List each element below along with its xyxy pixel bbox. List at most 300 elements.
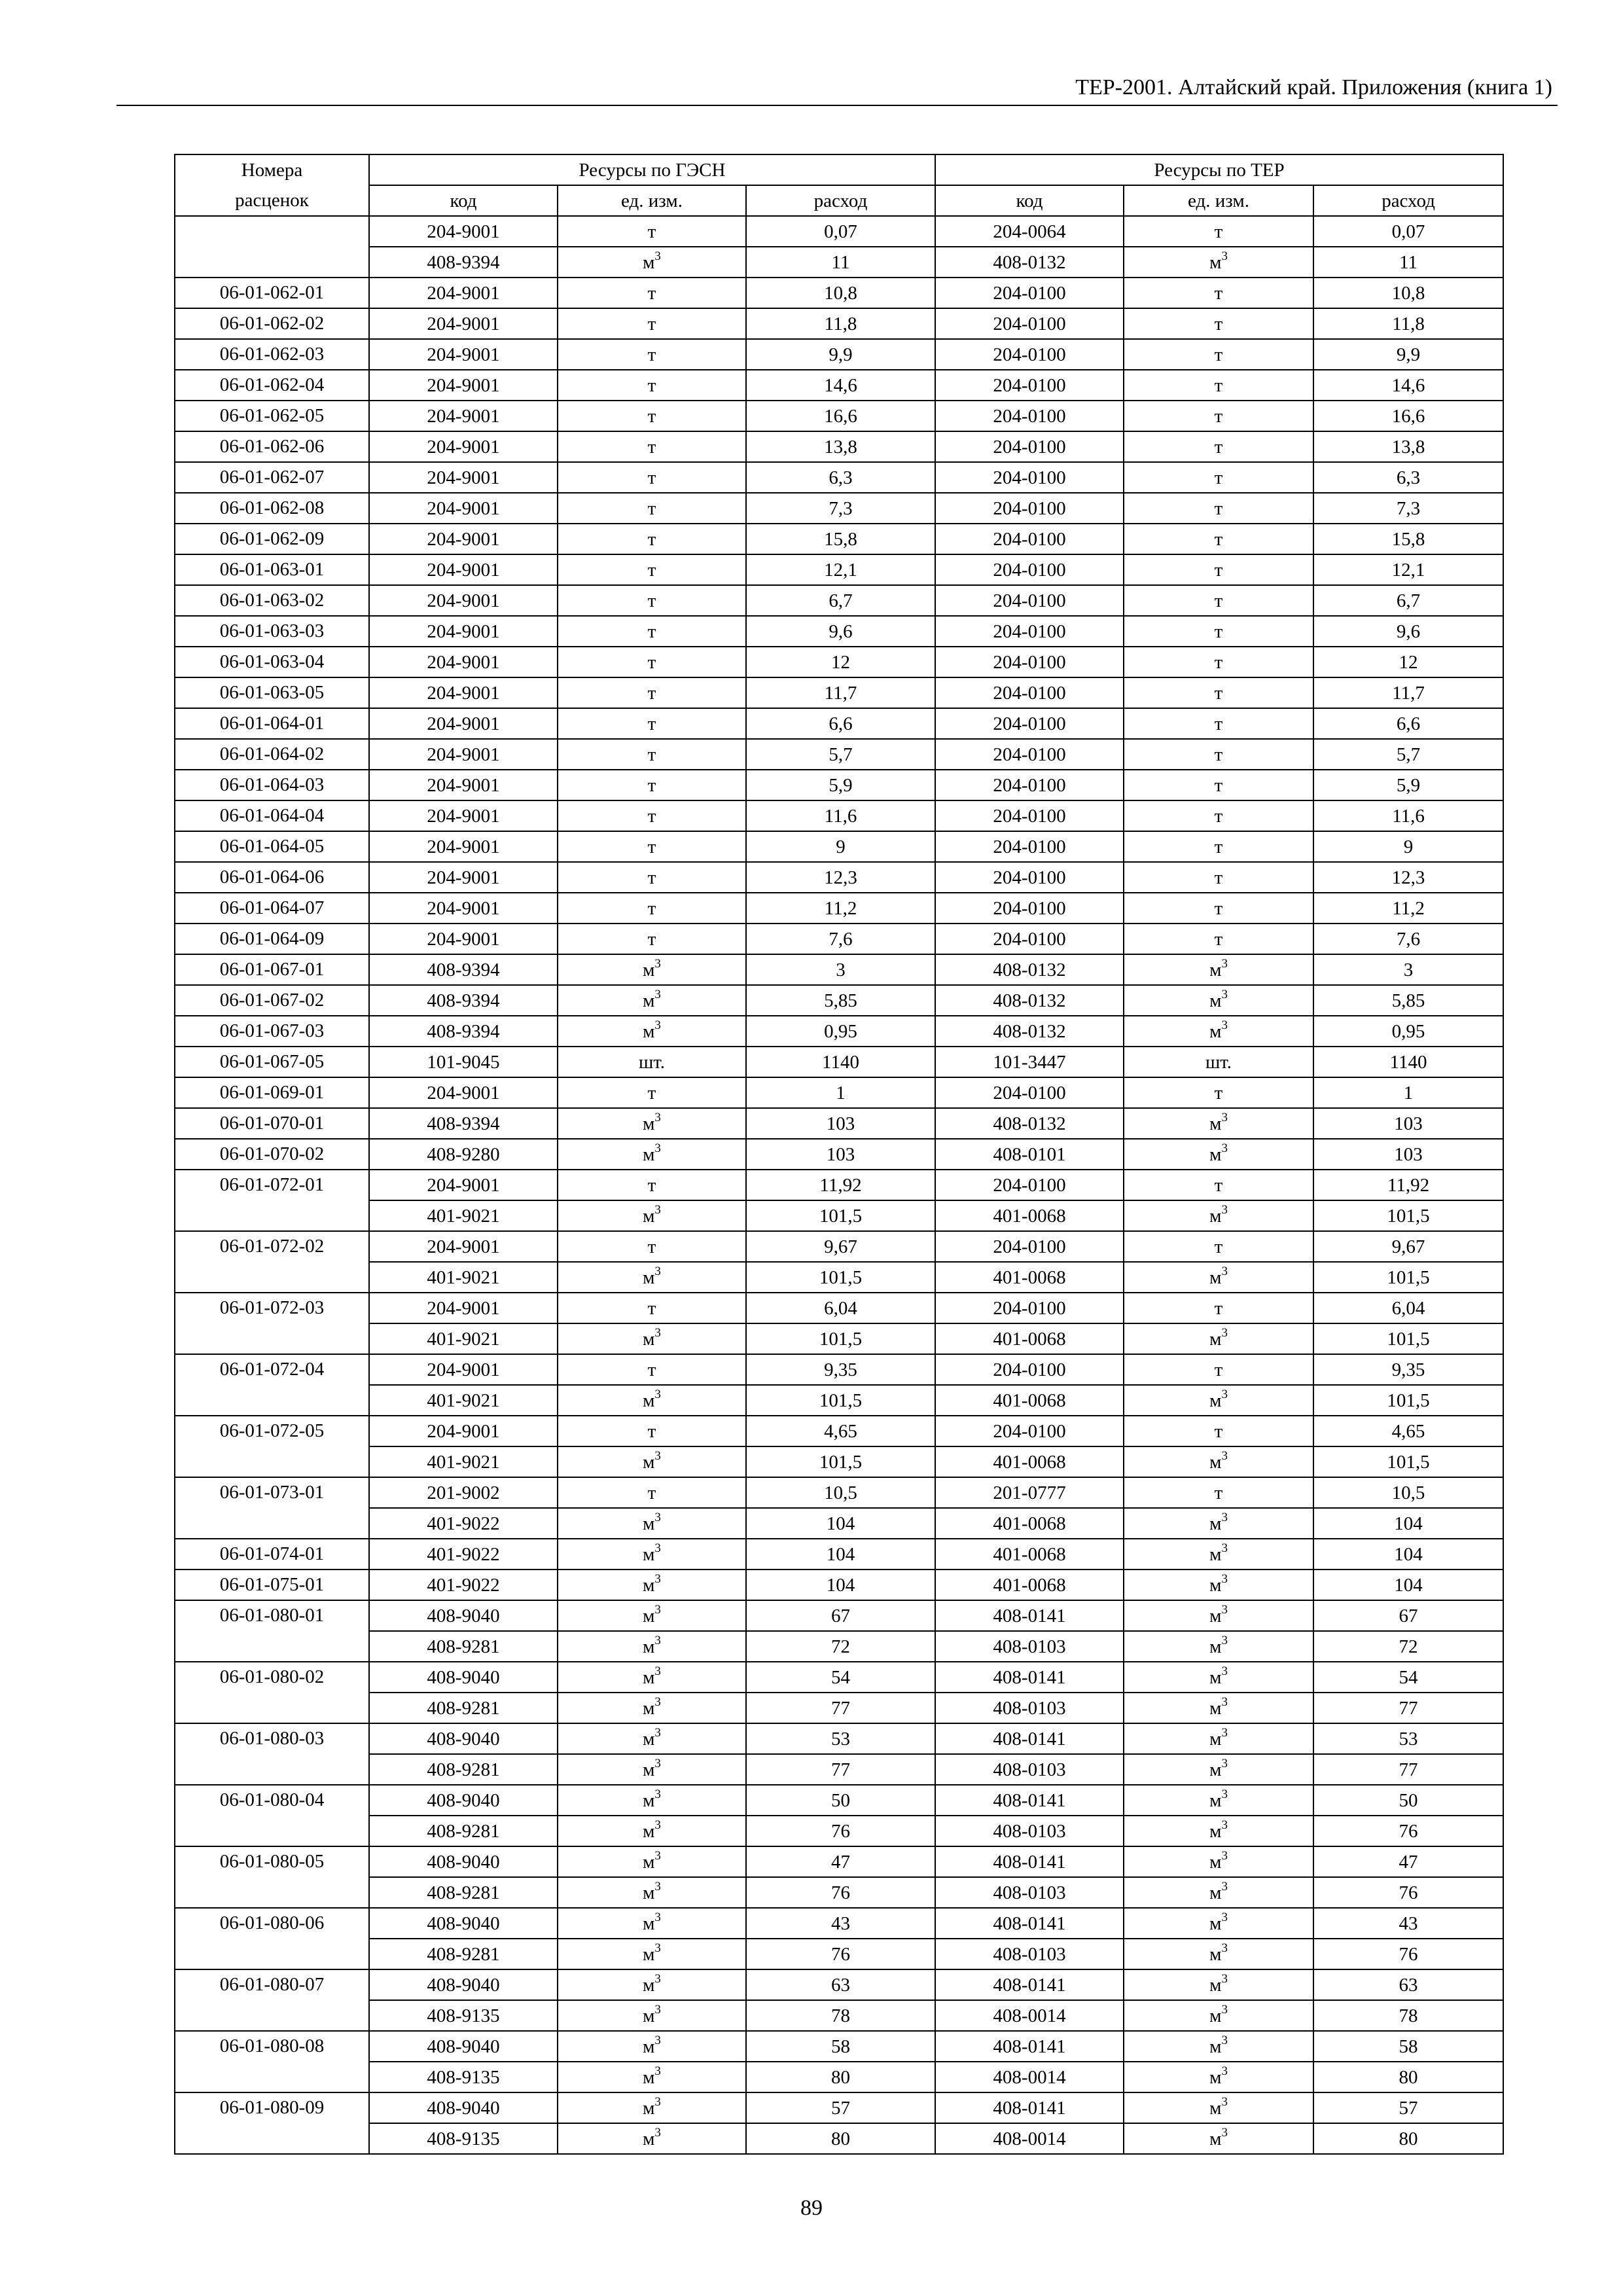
table-row: [175, 1600, 1503, 1631]
ter-unit-cell: $м^3$: [1124, 1908, 1313, 1939]
ter-code-cell: 401-0068: [935, 1385, 1124, 1416]
ter-amount-cell: 9: [1313, 831, 1503, 862]
ter-amount-cell: 5,7: [1313, 739, 1503, 770]
gesn-amount-cell: 9,9: [746, 339, 935, 370]
ter-unit-cell: т: [1124, 493, 1313, 524]
ter-amount-cell: 3: [1313, 954, 1503, 985]
gesn-code-cell: 204-9001: [369, 862, 558, 893]
rate-number-cell: 06-01-062-07: [175, 462, 369, 493]
gesn-code-cell: 204-9001: [369, 893, 558, 924]
gesn-code-cell: 204-9001: [369, 1354, 558, 1385]
gesn-code-cell: 204-9001: [369, 1293, 558, 1323]
header-group-gesn: Ресурсы по ГЭСН: [369, 154, 935, 185]
ter-amount-cell: 14,6: [1313, 370, 1503, 401]
table-row: [175, 1631, 1503, 1662]
ter-amount-cell: 104: [1313, 1539, 1503, 1570]
gesn-code-cell: 204-9001: [369, 370, 558, 401]
ter-amount-cell: 67: [1313, 1600, 1503, 1631]
ter-amount-cell: 50: [1313, 1785, 1503, 1816]
gesn-unit-cell: т: [558, 893, 746, 924]
table-row: [175, 616, 1503, 647]
ter-unit-cell: шт.: [1124, 1047, 1313, 1077]
rate-number-cell: 06-01-074-01: [175, 1539, 369, 1570]
gesn-code-cell: 401-9021: [369, 1200, 558, 1231]
ter-unit-cell: т: [1124, 401, 1313, 431]
gesn-unit-cell: $м^3$: [558, 1508, 746, 1539]
gesn-code-cell: 408-9040: [369, 1723, 558, 1754]
gesn-unit-cell: $м^3$: [558, 1908, 746, 1939]
table-row: [175, 1508, 1503, 1539]
ter-unit-cell: $м^3$: [1124, 1200, 1313, 1231]
ter-unit-cell: т: [1124, 524, 1313, 554]
gesn-code-cell: 408-9394: [369, 1108, 558, 1139]
gesn-unit-cell: т: [558, 1077, 746, 1108]
table-row: [175, 1323, 1503, 1354]
gesn-amount-cell: 9: [746, 831, 935, 862]
gesn-code-cell: 204-9001: [369, 278, 558, 308]
gesn-amount-cell: 76: [746, 1816, 935, 1846]
table-row: [175, 1354, 1503, 1385]
table-row: [175, 800, 1503, 831]
gesn-code-cell: 204-9001: [369, 585, 558, 616]
ter-code-cell: 204-0100: [935, 800, 1124, 831]
table-row: [175, 1200, 1503, 1231]
rate-number-cell: 06-01-080-09: [175, 2092, 369, 2154]
gesn-amount-cell: 12: [746, 647, 935, 677]
ter-amount-cell: 101,5: [1313, 1385, 1503, 1416]
gesn-amount-cell: 4,65: [746, 1416, 935, 1446]
ter-unit-cell: т: [1124, 1077, 1313, 1108]
page-number: 89: [800, 2196, 823, 2220]
ter-unit-cell: т: [1124, 1354, 1313, 1385]
ter-code-cell: 408-0141: [935, 1846, 1124, 1877]
gesn-unit-cell: т: [558, 1170, 746, 1200]
ter-code-cell: 408-0103: [935, 1754, 1124, 1785]
ter-code-cell: 204-0100: [935, 1354, 1124, 1385]
gesn-unit-cell: т: [558, 1477, 746, 1508]
gesn-code-cell: 204-9001: [369, 708, 558, 739]
gesn-amount-cell: 50: [746, 1785, 935, 1816]
gesn-code-cell: 408-9394: [369, 954, 558, 985]
gesn-amount-cell: 6,6: [746, 708, 935, 739]
gesn-amount-cell: 10,8: [746, 278, 935, 308]
ter-unit-cell: т: [1124, 462, 1313, 493]
ter-code-cell: 408-0141: [935, 1600, 1124, 1631]
gesn-unit-cell: т: [558, 554, 746, 585]
gesn-unit-cell: т: [558, 1231, 746, 1262]
gesn-amount-cell: 54: [746, 1662, 935, 1693]
ter-amount-cell: 58: [1313, 2031, 1503, 2062]
table-row: [175, 1139, 1503, 1170]
gesn-amount-cell: 80: [746, 2062, 935, 2092]
header-rate-numbers: [175, 154, 369, 216]
gesn-unit-cell: т: [558, 370, 746, 401]
table-row: [175, 462, 1503, 493]
gesn-unit-cell: $м^3$: [558, 1262, 746, 1293]
gesn-unit-cell: $м^3$: [558, 2000, 746, 2031]
gesn-unit-cell: $м^3$: [558, 1446, 746, 1477]
gesn-amount-cell: 3: [746, 954, 935, 985]
table-row: [175, 1877, 1503, 1908]
ter-unit-cell: $м^3$: [1124, 1508, 1313, 1539]
gesn-amount-cell: 76: [746, 1877, 935, 1908]
ter-amount-cell: 11,2: [1313, 893, 1503, 924]
gesn-code-cell: 408-9394: [369, 985, 558, 1016]
gesn-amount-cell: 101,5: [746, 1323, 935, 1354]
gesn-code-cell: 408-9040: [369, 1846, 558, 1877]
gesn-unit-cell: т: [558, 708, 746, 739]
gesn-code-cell: 408-9040: [369, 2092, 558, 2123]
rate-number-cell: 06-01-072-01: [175, 1170, 369, 1231]
ter-unit-cell: т: [1124, 1170, 1313, 1200]
rate-number-cell: 06-01-062-09: [175, 524, 369, 554]
ter-amount-cell: 47: [1313, 1846, 1503, 1877]
table-body: [175, 216, 1503, 2154]
gesn-code-cell: 204-9001: [369, 554, 558, 585]
ter-code-cell: 204-0100: [935, 308, 1124, 339]
gesn-unit-cell: $м^3$: [558, 1693, 746, 1723]
gesn-unit-cell: т: [558, 1416, 746, 1446]
ter-amount-cell: 103: [1313, 1108, 1503, 1139]
table-row: [175, 1723, 1503, 1754]
ter-unit-cell: т: [1124, 739, 1313, 770]
ter-amount-cell: 54: [1313, 1662, 1503, 1693]
ter-code-cell: 408-0132: [935, 985, 1124, 1016]
gesn-unit-cell: $м^3$: [558, 1139, 746, 1170]
gesn-amount-cell: 76: [746, 1939, 935, 1969]
ter-amount-cell: 1: [1313, 1077, 1503, 1108]
gesn-code-cell: 204-9001: [369, 308, 558, 339]
ter-code-cell: 204-0100: [935, 616, 1124, 647]
ter-code-cell: 408-0132: [935, 954, 1124, 985]
ter-unit-cell: т: [1124, 831, 1313, 862]
table-row: [175, 2062, 1503, 2092]
gesn-amount-cell: 101,5: [746, 1385, 935, 1416]
ter-code-cell: 401-0068: [935, 1446, 1124, 1477]
gesn-unit-cell: $м^3$: [558, 1723, 746, 1754]
ter-unit-cell: т: [1124, 308, 1313, 339]
ter-code-cell: 204-0100: [935, 1416, 1124, 1446]
ter-amount-cell: 15,8: [1313, 524, 1503, 554]
table-row: [175, 339, 1503, 370]
gesn-amount-cell: 5,9: [746, 770, 935, 800]
gesn-amount-cell: 53: [746, 1723, 935, 1754]
gesn-amount-cell: 101,5: [746, 1446, 935, 1477]
table-head: [175, 154, 1503, 216]
ter-code-cell: 204-0100: [935, 370, 1124, 401]
ter-unit-cell: $м^3$: [1124, 1262, 1313, 1293]
gesn-unit-cell: т: [558, 647, 746, 677]
header-gesn-unit: ед. изм.: [558, 185, 746, 216]
table-row: [175, 1293, 1503, 1323]
ter-code-cell: 401-0068: [935, 1323, 1124, 1354]
table-row: [175, 862, 1503, 893]
ter-unit-cell: $м^3$: [1124, 2031, 1313, 2062]
gesn-amount-cell: 72: [746, 1631, 935, 1662]
gesn-amount-cell: 14,6: [746, 370, 935, 401]
gesn-amount-cell: 7,6: [746, 924, 935, 954]
gesn-unit-cell: $м^3$: [558, 1539, 746, 1570]
gesn-unit-cell: т: [558, 616, 746, 647]
gesn-code-cell: 408-9281: [369, 1816, 558, 1846]
ter-amount-cell: 11: [1313, 247, 1503, 278]
table-row: [175, 2000, 1503, 2031]
gesn-amount-cell: 12,3: [746, 862, 935, 893]
table-row: [175, 1016, 1503, 1047]
gesn-amount-cell: 6,04: [746, 1293, 935, 1323]
rate-number-cell: 06-01-062-01: [175, 278, 369, 308]
table-row: [175, 2092, 1503, 2123]
gesn-unit-cell: т: [558, 278, 746, 308]
table-row: [175, 1446, 1503, 1477]
rate-number-cell: 06-01-070-01: [175, 1108, 369, 1139]
ter-unit-cell: $м^3$: [1124, 1600, 1313, 1631]
ter-code-cell: 401-0068: [935, 1570, 1124, 1600]
rate-number-cell: 06-01-063-02: [175, 585, 369, 616]
gesn-amount-cell: 78: [746, 2000, 935, 2031]
gesn-code-cell: 408-9281: [369, 1877, 558, 1908]
header-ter-unit: ед. изм.: [1124, 185, 1313, 216]
ter-amount-cell: 11,92: [1313, 1170, 1503, 1200]
ter-code-cell: 408-0141: [935, 1723, 1124, 1754]
ter-amount-cell: 13,8: [1313, 431, 1503, 462]
gesn-code-cell: 204-9001: [369, 524, 558, 554]
rate-number-cell: 06-01-080-02: [175, 1662, 369, 1723]
gesn-code-cell: 204-9001: [369, 1231, 558, 1262]
rate-number-cell: 06-01-067-01: [175, 954, 369, 985]
ter-code-cell: 408-0132: [935, 1016, 1124, 1047]
gesn-unit-cell: $м^3$: [558, 1631, 746, 1662]
ter-unit-cell: $м^3$: [1124, 1539, 1313, 1570]
rate-number-cell: [175, 216, 369, 278]
gesn-code-cell: 408-9040: [369, 1785, 558, 1816]
rate-number-cell: 06-01-070-02: [175, 1139, 369, 1170]
rate-number-cell: 06-01-072-05: [175, 1416, 369, 1477]
gesn-unit-cell: $м^3$: [558, 1323, 746, 1354]
ter-amount-cell: 9,67: [1313, 1231, 1503, 1262]
table-row: [175, 1416, 1503, 1446]
ter-amount-cell: 11,8: [1313, 308, 1503, 339]
gesn-code-cell: 204-9001: [369, 647, 558, 677]
ter-code-cell: 401-0068: [935, 1508, 1124, 1539]
ter-unit-cell: т: [1124, 339, 1313, 370]
rate-number-cell: 06-01-072-02: [175, 1231, 369, 1293]
table-row: [175, 1939, 1503, 1969]
ter-unit-cell: $м^3$: [1124, 1785, 1313, 1816]
rate-number-cell: 06-01-072-03: [175, 1293, 369, 1354]
gesn-amount-cell: 11,7: [746, 677, 935, 708]
ter-unit-cell: $м^3$: [1124, 1969, 1313, 2000]
gesn-code-cell: 408-9040: [369, 1908, 558, 1939]
gesn-code-cell: 101-9045: [369, 1047, 558, 1077]
table-row: [175, 985, 1503, 1016]
table-row: [175, 739, 1503, 770]
table-row: [175, 554, 1503, 585]
ter-unit-cell: $м^3$: [1124, 1846, 1313, 1877]
gesn-code-cell: 204-9001: [369, 616, 558, 647]
gesn-code-cell: 408-9281: [369, 1693, 558, 1723]
rate-number-cell: 06-01-063-05: [175, 677, 369, 708]
gesn-amount-cell: 10,5: [746, 1477, 935, 1508]
gesn-amount-cell: 15,8: [746, 524, 935, 554]
gesn-code-cell: 401-9021: [369, 1262, 558, 1293]
ter-code-cell: 101-3447: [935, 1047, 1124, 1077]
ter-code-cell: 204-0100: [935, 677, 1124, 708]
ter-amount-cell: 9,35: [1313, 1354, 1503, 1385]
ter-code-cell: 408-0014: [935, 2000, 1124, 2031]
header-title: ТЕР-2001. Алтайский край. Приложения (книга 1): [1075, 75, 1552, 99]
ter-amount-cell: 11,6: [1313, 800, 1503, 831]
rate-number-cell: 06-01-069-01: [175, 1077, 369, 1108]
rate-number-cell: 06-01-072-04: [175, 1354, 369, 1416]
table-row: [175, 1570, 1503, 1600]
gesn-unit-cell: т: [558, 677, 746, 708]
rate-number-cell: 06-01-080-05: [175, 1846, 369, 1908]
ter-unit-cell: $м^3$: [1124, 1662, 1313, 1693]
ter-unit-cell: т: [1124, 647, 1313, 677]
gesn-code-cell: 401-9021: [369, 1385, 558, 1416]
table-row: [175, 493, 1503, 524]
ter-amount-cell: 12: [1313, 647, 1503, 677]
table-row: [175, 1108, 1503, 1139]
ter-amount-cell: 72: [1313, 1631, 1503, 1662]
rate-number-cell: 06-01-080-06: [175, 1908, 369, 1969]
ter-unit-cell: $м^3$: [1124, 985, 1313, 1016]
gesn-amount-cell: 12,1: [746, 554, 935, 585]
gesn-code-cell: 204-9001: [369, 1077, 558, 1108]
gesn-unit-cell: т: [558, 1293, 746, 1323]
gesn-unit-cell: $м^3$: [558, 1969, 746, 2000]
gesn-unit-cell: $м^3$: [558, 1016, 746, 1047]
ter-amount-cell: 9,9: [1313, 339, 1503, 370]
table-row: [175, 647, 1503, 677]
ter-code-cell: 408-0101: [935, 1139, 1124, 1170]
table-row: [175, 1385, 1503, 1416]
gesn-amount-cell: 58: [746, 2031, 935, 2062]
ter-amount-cell: 6,7: [1313, 585, 1503, 616]
ter-code-cell: 204-0064: [935, 216, 1124, 247]
gesn-code-cell: 408-9040: [369, 1600, 558, 1631]
gesn-amount-cell: 0,95: [746, 1016, 935, 1047]
table-row: [175, 831, 1503, 862]
page-header: [116, 73, 1558, 106]
gesn-unit-cell: $м^3$: [558, 2092, 746, 2123]
table-row: [175, 1170, 1503, 1200]
gesn-unit-cell: т: [558, 524, 746, 554]
ter-code-cell: 204-0100: [935, 893, 1124, 924]
table-row: [175, 1262, 1503, 1293]
gesn-unit-cell: т: [558, 401, 746, 431]
gesn-unit-cell: $м^3$: [558, 1846, 746, 1877]
ter-unit-cell: т: [1124, 554, 1313, 585]
gesn-unit-cell: т: [558, 862, 746, 893]
table-row: [175, 1969, 1503, 2000]
gesn-unit-cell: т: [558, 493, 746, 524]
ter-code-cell: 408-0132: [935, 247, 1124, 278]
ter-amount-cell: 78: [1313, 2000, 1503, 2031]
gesn-code-cell: 408-9135: [369, 2123, 558, 2154]
rate-number-cell: 06-01-062-03: [175, 339, 369, 370]
gesn-amount-cell: 5,7: [746, 739, 935, 770]
gesn-unit-cell: т: [558, 585, 746, 616]
rate-number-cell: 06-01-062-04: [175, 370, 369, 401]
ter-amount-cell: 5,9: [1313, 770, 1503, 800]
gesn-unit-cell: т: [558, 339, 746, 370]
ter-unit-cell: т: [1124, 770, 1313, 800]
header-ter-code: код: [935, 185, 1124, 216]
ter-unit-cell: $м^3$: [1124, 1323, 1313, 1354]
ter-code-cell: 204-0100: [935, 401, 1124, 431]
ter-unit-cell: $м^3$: [1124, 1693, 1313, 1723]
ter-unit-cell: $м^3$: [1124, 1385, 1313, 1416]
gesn-amount-cell: 16,6: [746, 401, 935, 431]
gesn-unit-cell: $м^3$: [558, 2031, 746, 2062]
ter-code-cell: 408-0141: [935, 1785, 1124, 1816]
gesn-code-cell: 408-9135: [369, 2000, 558, 2031]
ter-amount-cell: 101,5: [1313, 1323, 1503, 1354]
rate-number-cell: 06-01-063-04: [175, 647, 369, 677]
ter-amount-cell: 12,1: [1313, 554, 1503, 585]
ter-code-cell: 204-0100: [935, 1170, 1124, 1200]
gesn-code-cell: 408-9281: [369, 1631, 558, 1662]
ter-code-cell: 408-0014: [935, 2062, 1124, 2092]
gesn-code-cell: 204-9001: [369, 739, 558, 770]
ter-unit-cell: $м^3$: [1124, 2123, 1313, 2154]
gesn-amount-cell: 104: [746, 1570, 935, 1600]
ter-unit-cell: т: [1124, 1416, 1313, 1446]
rate-number-cell: 06-01-064-01: [175, 708, 369, 739]
table-row: [175, 278, 1503, 308]
gesn-amount-cell: 63: [746, 1969, 935, 2000]
rate-number-cell: 06-01-080-01: [175, 1600, 369, 1662]
rate-number-cell: 06-01-064-06: [175, 862, 369, 893]
ter-unit-cell: $м^3$: [1124, 1816, 1313, 1846]
ter-unit-cell: $м^3$: [1124, 1631, 1313, 1662]
gesn-unit-cell: т: [558, 431, 746, 462]
gesn-code-cell: 408-9281: [369, 1754, 558, 1785]
ter-unit-cell: т: [1124, 585, 1313, 616]
gesn-unit-cell: $м^3$: [558, 247, 746, 278]
gesn-code-cell: 408-9394: [369, 247, 558, 278]
ter-amount-cell: 76: [1313, 1877, 1503, 1908]
ter-unit-cell: т: [1124, 862, 1313, 893]
ter-unit-cell: $м^3$: [1124, 247, 1313, 278]
table-row: [175, 216, 1503, 247]
ter-amount-cell: 101,5: [1313, 1200, 1503, 1231]
ter-amount-cell: 7,3: [1313, 493, 1503, 524]
table-row: [175, 401, 1503, 431]
gesn-code-cell: 408-9040: [369, 1662, 558, 1693]
ter-code-cell: 408-0141: [935, 1908, 1124, 1939]
gesn-unit-cell: $м^3$: [558, 1108, 746, 1139]
gesn-unit-cell: $м^3$: [558, 1662, 746, 1693]
ter-amount-cell: 77: [1313, 1754, 1503, 1785]
gesn-unit-cell: т: [558, 1354, 746, 1385]
gesn-code-cell: 408-9280: [369, 1139, 558, 1170]
gesn-unit-cell: $м^3$: [558, 1754, 746, 1785]
table-row: [175, 370, 1503, 401]
gesn-amount-cell: 11: [746, 247, 935, 278]
ter-code-cell: 204-0100: [935, 831, 1124, 862]
rate-number-cell: 06-01-080-04: [175, 1785, 369, 1846]
rate-number-cell: 06-01-062-02: [175, 308, 369, 339]
table-row: [175, 1662, 1503, 1693]
gesn-code-cell: 408-9394: [369, 1016, 558, 1047]
gesn-amount-cell: 7,3: [746, 493, 935, 524]
rate-number-cell: 06-01-067-05: [175, 1047, 369, 1077]
ter-code-cell: 204-0100: [935, 924, 1124, 954]
ter-unit-cell: т: [1124, 370, 1313, 401]
